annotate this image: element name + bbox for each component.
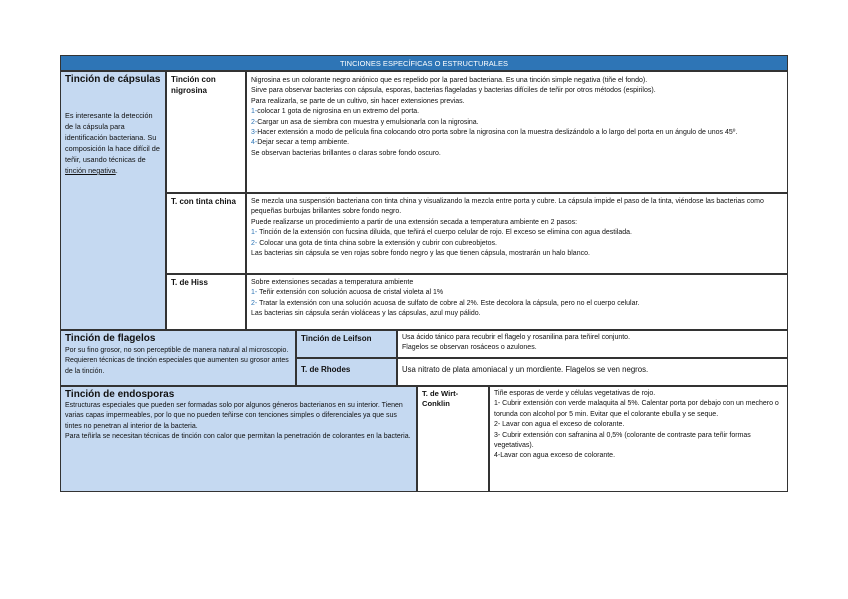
step: 3-Hacer extensión a modo de película fina colocando otro porta sobre la nigrosina con la muestra deslizándolo a lo largo del porta en un ángulo de unos 45º. [251,129,738,137]
hiss-label-cell [166,274,246,330]
nigrosina-content [246,71,788,193]
wirtz-label: T. de Wirt-Conklin [422,389,459,408]
capsulas-description: Es interesante la detección de la cápsula para identificación bacteriana. Su composición la hace difícil de teñir, usando técnicas de tinción negativa. [65,111,160,175]
text-line: Puede realizarse un procedimiento a partir de una extensión secada a temperatura ambiente en 2 pasos: [251,218,578,226]
text-line: Se mezcla una suspensión bacteriana con tinta china y visualizando la mezcla entre porta y cubre. La cápsula impide el paso de la tinta, viéndose las bacterias como pequeñas burbujas brillantes sobre fondo negro. [251,198,764,216]
tincion-negativa-link[interactable]: tinción negativa [65,166,116,175]
step: 4-Dejar secar a temp ambiente. [251,139,350,147]
text-line: Nigrosina es un colorante negro aniónico que es repelido por la pared bacteriana. Es una tinción simple negativa (tiñe el fondo). [251,77,648,84]
text-line: 3- Cubrir extensión con safranina al 0,5% (colorante de contraste para teñir formas vegetativas). [494,431,751,450]
step: 1- Teñir extensión con solución acuosa de cristal violeta al 1% [251,289,444,297]
leifson-label-cell [296,330,397,358]
text-line: Flagelos se observan rosáceos o azulones. [402,344,537,352]
step: 2- Tratar la extensión con una solución acuosa de sulfato de cobre al 2%. Este decolora la cápsula, pero no el cuerpo celular. [251,299,640,307]
endosporas-title: Tinción de endosporas [65,389,175,400]
capsulas-cell [60,71,166,330]
text-line: Sobre extensiones secadas a temperatura ambiente [251,279,414,286]
text-line: Sirve para observar bacterias con cápsula, esporas, bacterias flageladas y bacterias difíciles de teñir por otros métodos (espirilos). [251,87,656,95]
step: 1- Tinción de la extensión con fucsina diluida, que teñirá el cuerpo celular de rojo. El exceso se elimina con agua destilada. [251,229,632,237]
text-line: Las bacterias sin cápsula se ven rojas sobre fondo negro y las que tienen cápsula, mostrarán un halo blanco. [251,250,590,258]
hiss-label: T. de Hiss [171,278,208,287]
leifson-content [397,330,788,358]
step: 2- Colocar una gota de tinta china sobre la extensión y cubrir con cubreobjetos. [251,239,497,247]
text-line: Tiñe esporas de verde y células vegetativas de rojo. [494,390,656,397]
text-line: Estructuras especiales que pueden ser formadas solo por algunos géneros bacterianos en su interior. Tienen varias capas impermeables, por lo que no pueden teñirse con tenciones simples o diferenciales ya que sus tintes no penetran al interior de la bacteria. [65,402,403,430]
table-header: TINCIONES ESPECÍFICAS O ESTRUCTURALES [60,55,788,71]
step: 2-Cargar un asa de siembra con muestra y emulsionarla con la nigrosina. [251,118,479,126]
step: 1-colocar 1 gota de nigrosina en un extremo del porta. [251,108,420,116]
china-label: T. con tinta china [171,197,236,206]
text-line: Para teñirla se necesitan técnicas de tinción con calor que permitan la penetración de colorantes en la bacteria. [65,433,411,441]
text-line: Se observan bacterias brillantes o claras sobre fondo oscuro. [251,149,441,157]
hiss-content [246,274,788,330]
text-line: 2- Lavar con agua el exceso de colorante. [494,421,625,429]
china-content [246,193,788,274]
text-line: Usa ácido tánico para recubrir el flagelo y rosanilina para teñirel conjunto. [402,334,631,341]
text-line: 1- Cubrir extensión con verde malaquita al 5%. Calentar porta por debajo con un mechero o torunda con alcohol por 5 min. Evitar que el colorante ebulla y se seque. [494,400,779,418]
flagelos-title: Tinción de flagelos [65,333,156,344]
leifson-label: Tinción de Leifson [301,334,372,343]
rhodes-label-cell [296,358,397,386]
endosporas-cell [60,386,417,492]
nigrosina-label: Tinción con nigrosina [171,75,216,95]
wirtz-content [489,386,788,492]
flagelos-description: Por su fino grosor, no son perceptible de manera natural al microscopio. Requieren técnicas de tinción especiales que aumenten su grosor antes de la tinción. [65,347,289,375]
nigrosina-label-cell [166,71,246,193]
text-line: 4-Lavar con agua exceso de colorante. [494,452,616,460]
text-line: Para realizarla, se parte de un cultivo, sin hacer extensiones previas. [251,97,465,105]
flagelos-cell [60,330,296,386]
rhodes-label: T. de Rhodes [301,365,351,374]
wirtz-label-cell [417,386,489,492]
china-label-cell [166,193,246,274]
capsulas-title: Tinción de cápsulas [65,74,161,85]
text-line: Las bacterias sin cápsula serán violáceas y las cápsulas, azul muy pálido. [251,310,481,318]
rhodes-content: Usa nitrato de plata amoniacal y un mordiente. Flagelos se ven negros. [397,358,788,386]
